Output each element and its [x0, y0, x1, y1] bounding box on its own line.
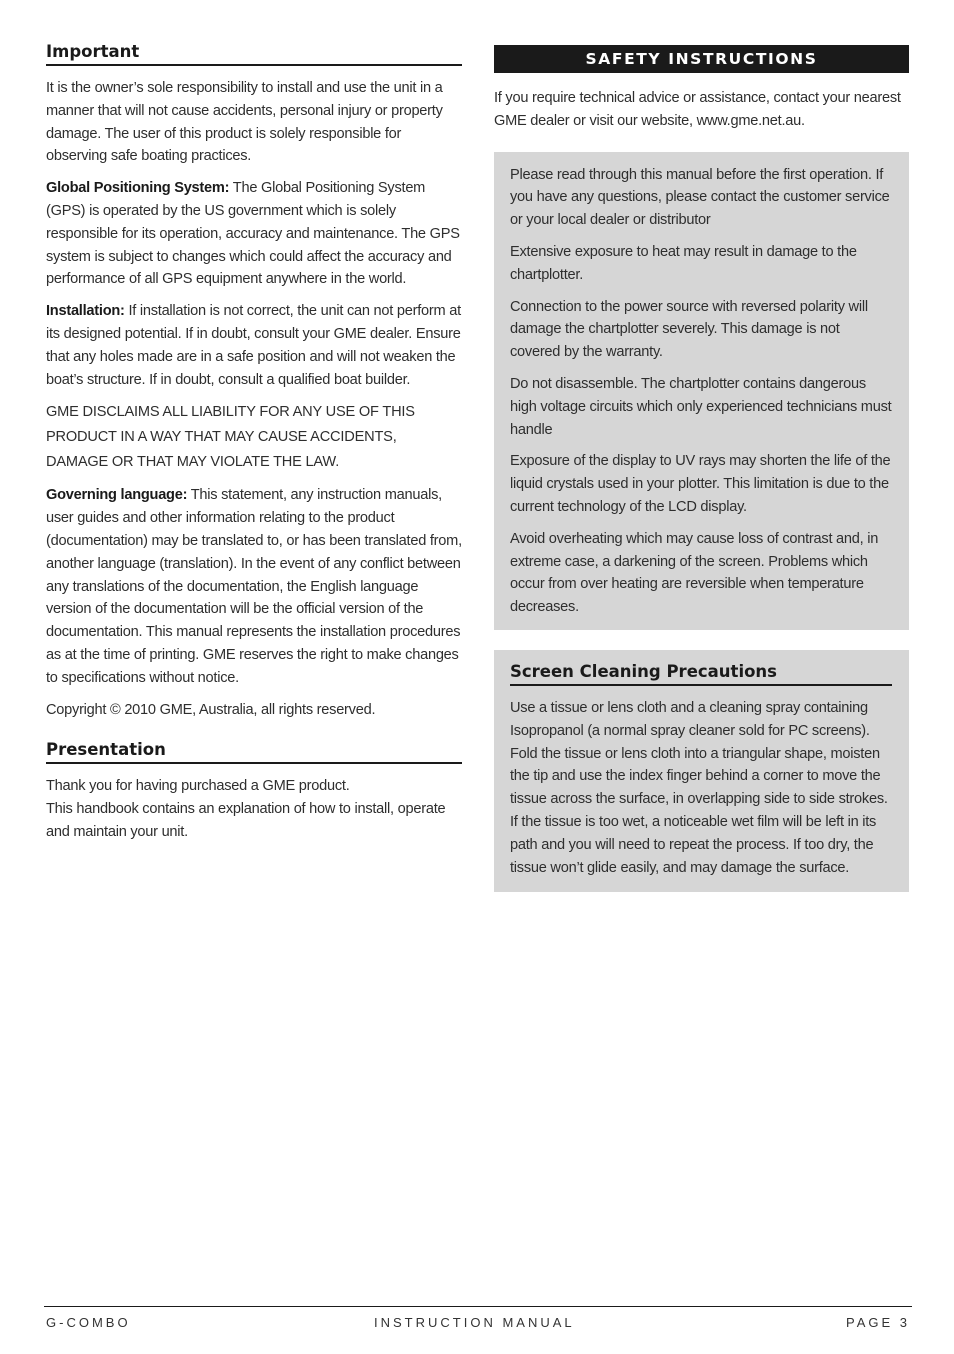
governing-label: Governing language: — [46, 487, 188, 504]
presentation-line-1: Thank you for having purchased a GME product. — [46, 778, 350, 795]
safety-item: Avoid overheating which may cause loss of contrast and, in extreme case, a darkening of the screen. Problems which occur from over heating are reversible when temperature decreases. — [510, 530, 879, 616]
footer-model: G-COMBO — [46, 1315, 131, 1330]
important-paragraph: It is the owner’s sole responsibility to install and use the unit in a manner that will not cause accidents, personal injury or property damage. The user of this product is solely responsible for observing safe boating practices. — [46, 80, 443, 165]
installation-label: Installation: — [46, 303, 125, 320]
safety-item: Extensive exposure to heat may result in damage to the chartplotter. — [510, 243, 857, 283]
presentation-heading: Presentation — [46, 740, 462, 764]
cleaning-paragraph: Use a tissue or lens cloth and a cleaning spray containing Isopropanol (a normal spray cleaner sold for PC screens). Fold the tissue or lens cloth into a triangular shape, moisten the tip and use the index finger behind a corner to move the tissue across the surface, in overlapping side to side strokes. If the tissue is too wet, a noticeable wet film will be left in its path and you will need to repeat the process. If too dry, the tissue won’t glide easily, and may damage the surface. — [510, 699, 888, 876]
page-footer — [44, 1306, 912, 1330]
disclaimer-paragraph: GME DISCLAIMS ALL LIABILITY FOR ANY USE OF THIS PRODUCT IN A WAY THAT MAY CAUSE ACCIDENTS, DAMAGE OR THAT MAY VIOLATE THE LAW. — [46, 404, 415, 471]
footer-page-number: PAGE 3 — [845, 1315, 910, 1330]
governing-text: This statement, any instruction manuals, user guides and other information relating to the product (documentation) may be translated to, or has been translated from, another language (translation). In the event of any conflict between any translations of the documentation, the English language version of the documentation will be the official version of the documentation. This manual represents the installation procedures as at the time of printing. GME reserves the right to make changes to specifications without notice. — [46, 487, 462, 686]
gps-paragraph — [46, 177, 462, 291]
footer-document: INSTRUCTION MANUAL — [374, 1315, 575, 1330]
governing-paragraph — [46, 484, 462, 689]
gps-text: The Global Positioning System (GPS) is operated by the US government which is solely responsible for its operation, accuracy and maintenance. The GPS system is subject to changes which could affect the accuracy and performance of all GPS equipment anywhere in the world. — [46, 180, 460, 288]
safety-item: Connection to the power source with reversed polarity will damage the chartplotter severely. This damage is not covered by the warranty. — [510, 298, 868, 361]
safety-item: Please read through this manual before the first operation. If you have any questions, please contact the customer service or your local dealer or distributor — [510, 166, 890, 229]
left-column — [46, 42, 462, 853]
right-column — [494, 45, 909, 892]
safety-banner: SAFETY INSTRUCTIONS — [494, 45, 909, 73]
safety-item: Exposure of the display to UV rays may shorten the life of the liquid crystals used in your plotter. This limitation is due to the current technology of the LCD display. — [510, 453, 891, 515]
cleaning-heading: Screen Cleaning Precautions — [510, 662, 892, 686]
safety-item: Do not disassemble. The chartplotter contains dangerous high voltage circuits which only experienced technicians must handle — [510, 375, 892, 438]
gps-label: Global Positioning System: — [46, 180, 230, 197]
cleaning-box — [494, 650, 909, 892]
safety-intro: If you require technical advice or assistance, contact your nearest GME dealer or visit our website, www.gme.net.au. — [494, 90, 901, 129]
presentation-line-2: This handbook contains an explanation of how to install, operate and maintain your unit. — [46, 801, 446, 840]
copyright-paragraph: Copyright © 2010 GME, Australia, all rights reserved. — [46, 701, 376, 718]
installation-text: If installation is not correct, the unit can not perform at its designed potential. If in doubt, consult your GME dealer. Ensure that any holes made are in a safe position and will not weaken the boat’s structure. If in doubt, consult a qualified boat builder. — [46, 303, 461, 388]
important-heading: Important — [46, 42, 462, 66]
installation-paragraph — [46, 300, 462, 391]
safety-box — [494, 152, 909, 630]
presentation-paragraph — [46, 775, 462, 843]
